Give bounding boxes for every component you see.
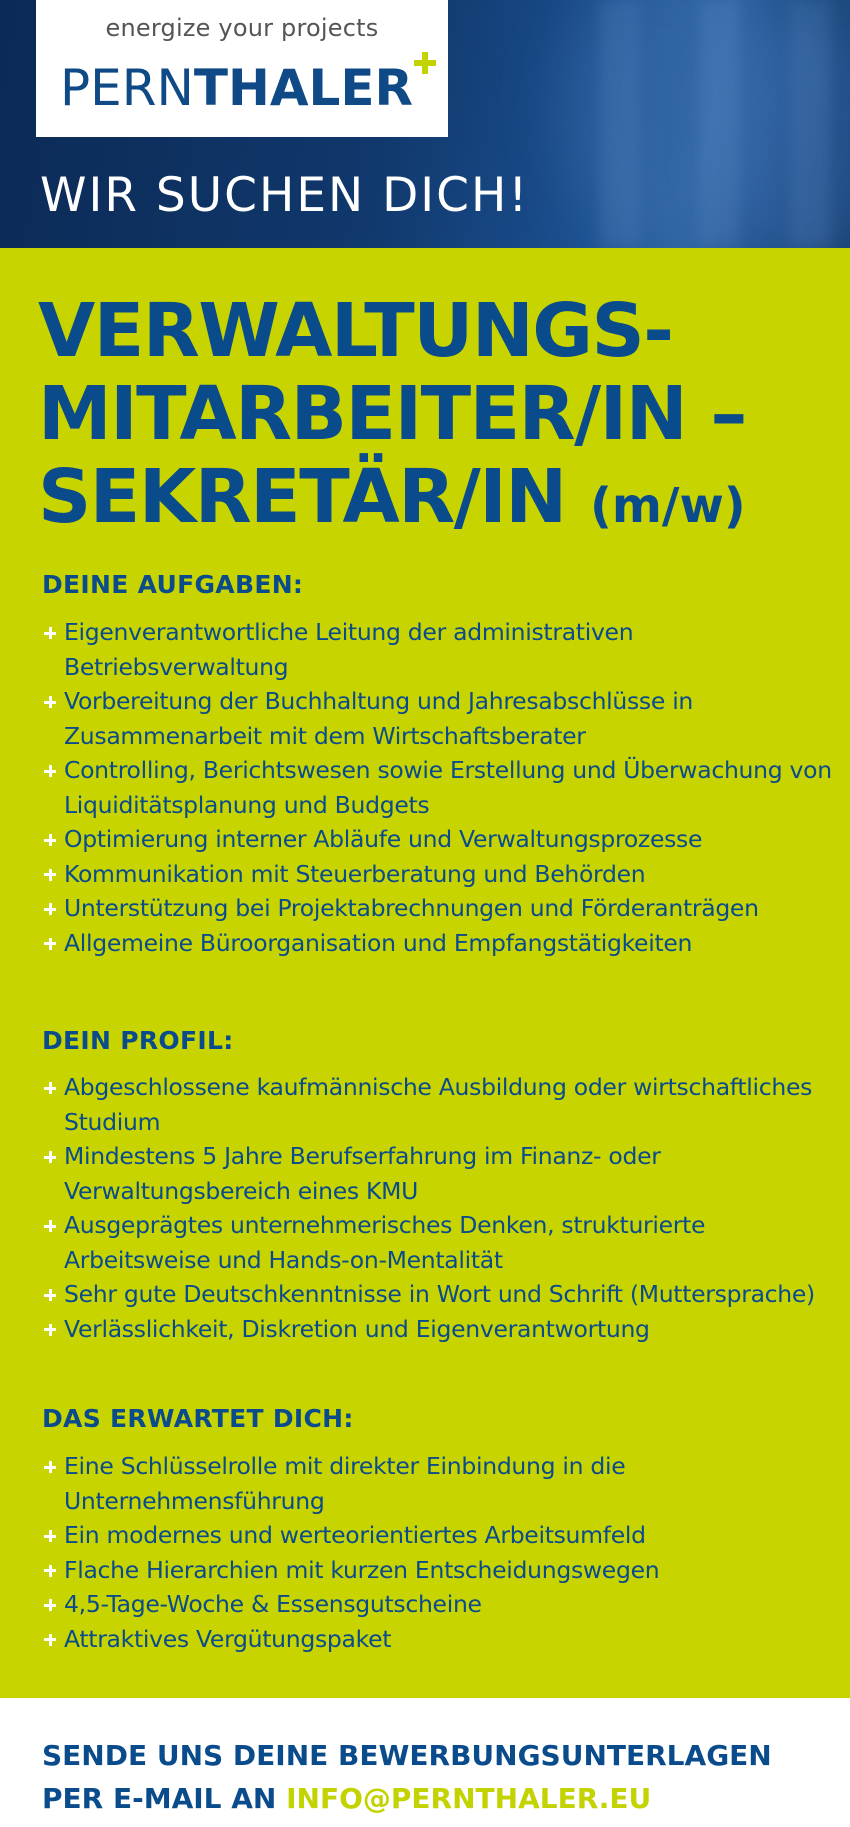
plus-icon bbox=[44, 765, 56, 777]
background-pillar bbox=[600, 0, 640, 248]
hero-title: WIR SUCHEN DICH! bbox=[40, 168, 530, 223]
list-item: Vorbereitung der Buchhaltung und Jahresabschlüsse in Zusammenarbeit mit dem Wirtschaftsberater bbox=[42, 684, 832, 753]
plus-icon bbox=[44, 869, 56, 881]
list-item: 4,5-Tage-Woche & Essensgutscheine bbox=[42, 1587, 832, 1622]
list-item: Eine Schlüsselrolle mit direkter Einbindung in die Unternehmensführung bbox=[42, 1449, 832, 1518]
list-item: Abgeschlossene kaufmännische Ausbildung oder wirtschaftliches Studium bbox=[42, 1070, 832, 1139]
job-ad-body bbox=[0, 248, 850, 1698]
plus-icon bbox=[44, 1634, 56, 1646]
list-item: Sehr gute Deutschkenntnisse in Wort und Schrift (Muttersprache) bbox=[42, 1277, 832, 1312]
cta-line2: PER E-MAIL AN bbox=[42, 1782, 277, 1815]
list-item: Allgemeine Büroorganisation und Empfangstätigkeiten bbox=[42, 926, 832, 961]
plus-icon bbox=[44, 834, 56, 846]
profile-list bbox=[42, 1070, 832, 1346]
offer-list bbox=[42, 1449, 832, 1656]
plus-icon bbox=[44, 903, 56, 915]
list-item: Attraktives Vergütungspaket bbox=[42, 1622, 832, 1657]
list-item: Ausgeprägtes unternehmerisches Denken, strukturierte Arbeitsweise und Hands-on-Mentalität bbox=[42, 1208, 832, 1277]
job-title-suffix: (m/w) bbox=[589, 478, 746, 534]
list-item: Unterstützung bei Projektabrechnungen und Förderanträgen bbox=[42, 891, 832, 926]
logo-wordmark-part1: PERN bbox=[60, 59, 194, 117]
plus-icon bbox=[44, 1289, 56, 1301]
plus-icon bbox=[44, 1530, 56, 1542]
list-item: Optimierung interner Abläufe und Verwaltungsprozesse bbox=[42, 822, 832, 857]
plus-icon bbox=[44, 1461, 56, 1473]
logo bbox=[36, 0, 448, 137]
logo-wordmark-part2: THALER bbox=[193, 59, 414, 117]
plus-icon bbox=[44, 938, 56, 950]
section-heading-tasks: DEINE AUFGABEN: bbox=[42, 570, 304, 599]
list-item: Ein modernes und werteorientiertes Arbeitsumfeld bbox=[42, 1518, 832, 1553]
list-item: Mindestens 5 Jahre Berufserfahrung im Finanz- oder Verwaltungsbereich eines KMU bbox=[42, 1139, 832, 1208]
job-title-line2: MITARBEITER/IN – bbox=[38, 371, 746, 457]
list-item: Kommunikation mit Steuerberatung und Behörden bbox=[42, 857, 832, 892]
plus-icon bbox=[44, 696, 56, 708]
plus-icon bbox=[414, 52, 436, 74]
plus-icon bbox=[44, 1220, 56, 1232]
cta-line1: SENDE UNS DEINE BEWERBUNGSUNTERLAGEN bbox=[42, 1739, 772, 1772]
job-title bbox=[38, 290, 746, 548]
section-heading-profile: DEIN PROFIL: bbox=[42, 1026, 234, 1055]
footer-cta bbox=[0, 1698, 850, 1827]
background-pillar bbox=[700, 0, 740, 248]
cta-text bbox=[42, 1734, 772, 1820]
plus-icon bbox=[44, 1324, 56, 1336]
logo-wordmark bbox=[60, 58, 413, 118]
section-heading-offer: DAS ERWARTET DICH: bbox=[42, 1404, 354, 1433]
plus-icon bbox=[44, 627, 56, 639]
background-pillar bbox=[790, 0, 830, 248]
list-item: Controlling, Berichtswesen sowie Erstellung und Überwachung von Liquiditätsplanung und Budgets bbox=[42, 753, 832, 822]
tasks-list bbox=[42, 615, 832, 960]
logo-tagline: energize your projects bbox=[105, 14, 379, 42]
header-banner bbox=[0, 0, 850, 248]
email-link[interactable]: INFO@PERNTHALER.EU bbox=[286, 1782, 652, 1815]
plus-icon bbox=[44, 1082, 56, 1094]
plus-icon bbox=[44, 1151, 56, 1163]
plus-icon bbox=[44, 1565, 56, 1577]
job-title-line1: VERWALTUNGS- bbox=[38, 288, 673, 374]
list-item: Eigenverantwortliche Leitung der administrativen Betriebsverwaltung bbox=[42, 615, 832, 684]
list-item: Flache Hierarchien mit kurzen Entscheidungswegen bbox=[42, 1553, 832, 1588]
job-title-line3: SEKRETÄR/IN bbox=[38, 454, 566, 540]
list-item: Verlässlichkeit, Diskretion und Eigenverantwortung bbox=[42, 1312, 832, 1347]
plus-icon bbox=[44, 1599, 56, 1611]
